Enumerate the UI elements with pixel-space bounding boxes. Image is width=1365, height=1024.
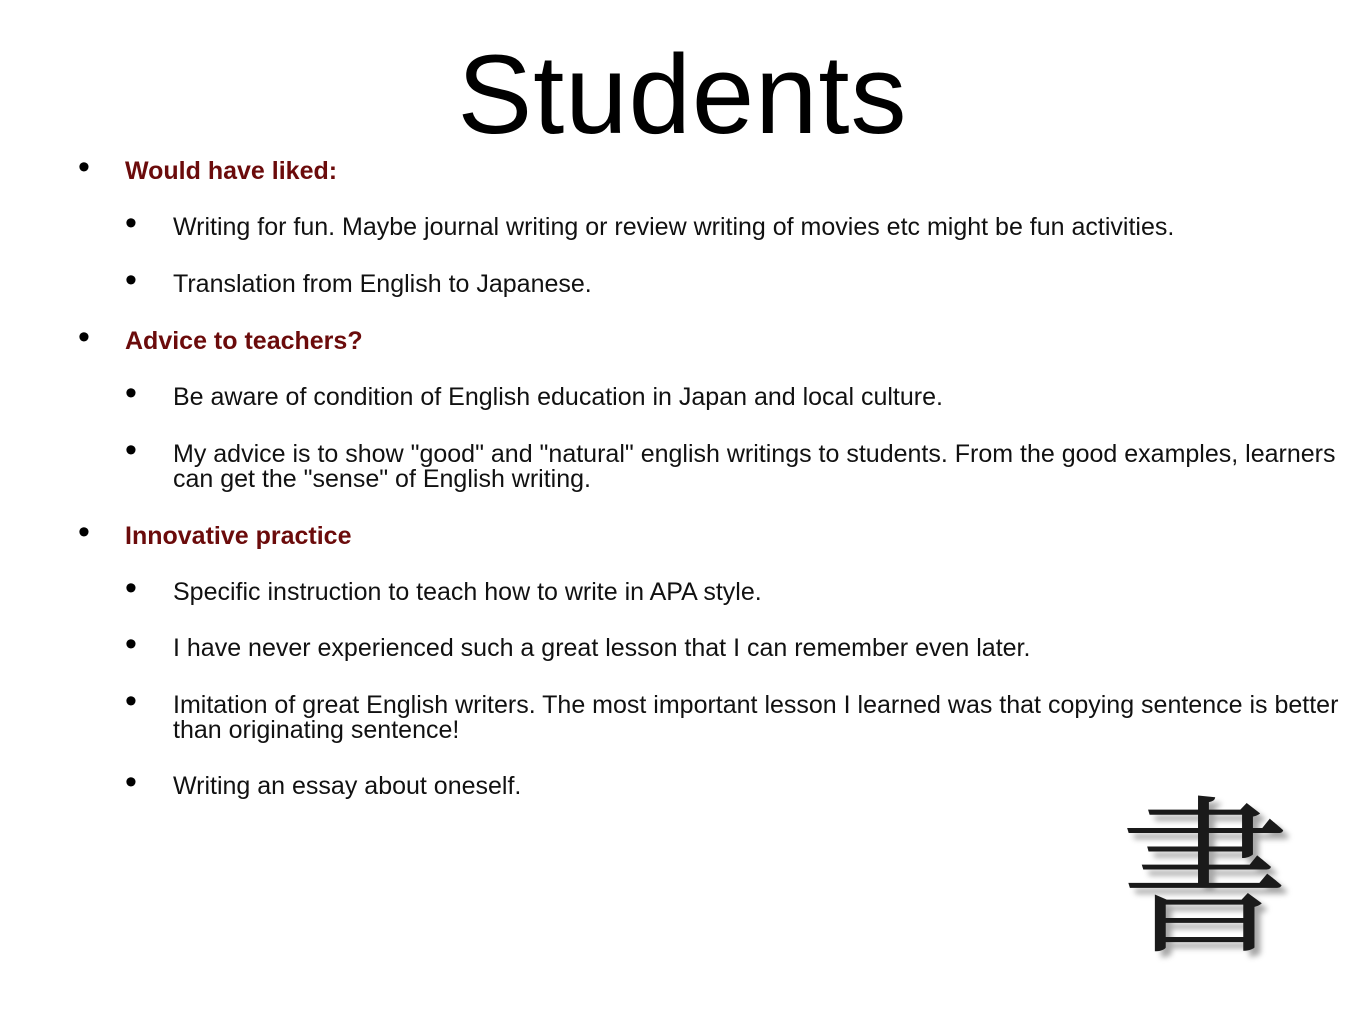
section-heading-label: Innovative practice <box>125 522 352 550</box>
bullet-icon: • <box>125 763 137 801</box>
bullet-icon: • <box>78 513 90 551</box>
bullet-icon: • <box>125 682 137 720</box>
bullet-icon: • <box>125 374 137 412</box>
section-heading-label: Would have liked: <box>125 157 338 185</box>
kanji-decoration <box>1120 781 1300 979</box>
bullet-icon: • <box>125 204 137 242</box>
bullet-icon: • <box>125 431 137 469</box>
list-item-text: Imitation of great English writers. The most important lesson I learned was that copying sentence is better than originating sentence! <box>173 691 1339 744</box>
list-item-text: Translation from English to Japanese. <box>173 270 592 298</box>
section-heading-label: Advice to teachers? <box>125 327 363 355</box>
list-item-text: Writing for fun. Maybe journal writing or review writing of movies etc might be fun activities. <box>173 213 1175 241</box>
bullet-icon: • <box>125 261 137 299</box>
list-item-text: I have never experienced such a great lesson that I can remember even later. <box>173 634 1031 662</box>
list-item-text: Be aware of condition of English education in Japan and local culture. <box>173 383 943 411</box>
list-item-text: My advice is to show "good" and "natural" english writings to students. From the good examples, learners can get the "sense" of English writing. <box>173 440 1336 493</box>
slide-title: Students <box>457 32 908 157</box>
bullet-icon: • <box>78 318 90 356</box>
bullet-icon: • <box>78 148 90 186</box>
bullet-icon: • <box>125 569 137 607</box>
kanji-writing-icon: 書 <box>1120 781 1291 979</box>
list-item-text: Writing an essay about oneself. <box>173 772 522 800</box>
list-item-text: Specific instruction to teach how to write in APA style. <box>173 578 762 606</box>
bullet-icon: • <box>125 625 137 663</box>
